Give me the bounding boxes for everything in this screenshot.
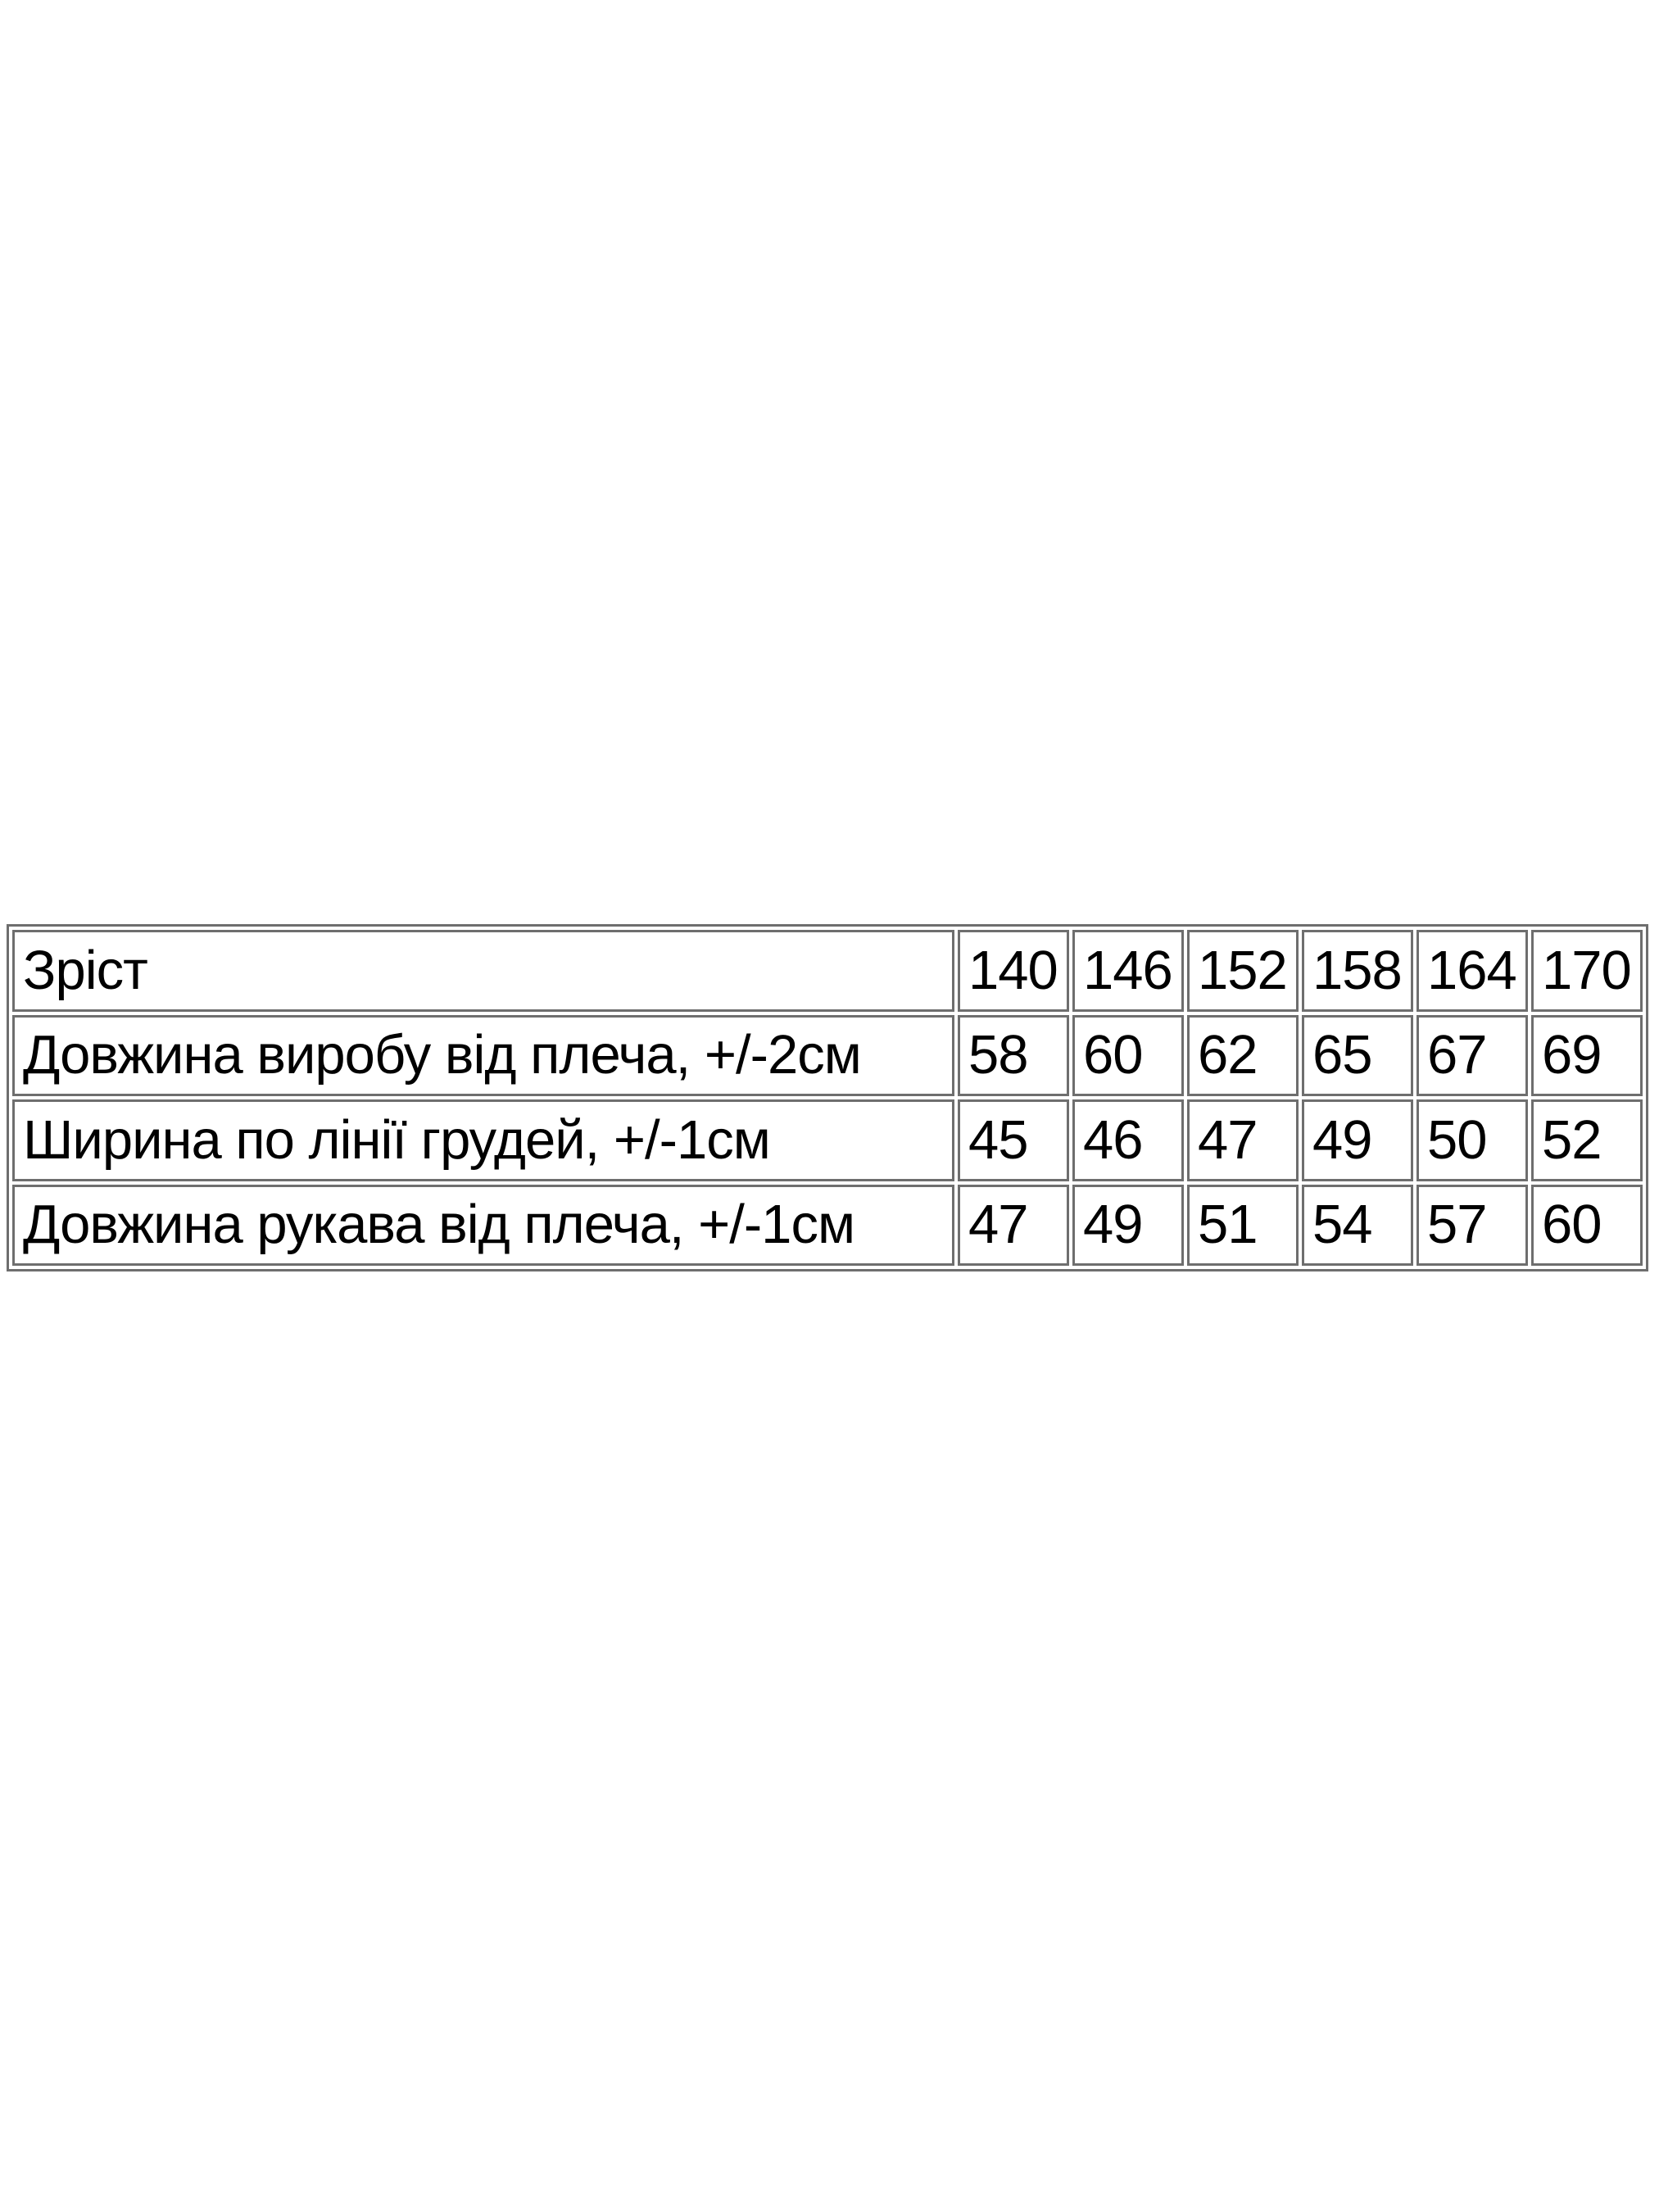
size-table-header-row bbox=[12, 930, 1643, 1012]
size-table-cell: 47 bbox=[958, 1185, 1069, 1267]
size-table-header-value: 158 bbox=[1302, 930, 1413, 1012]
size-table-cell: 49 bbox=[1072, 1185, 1184, 1267]
size-table-cell: 45 bbox=[958, 1099, 1069, 1181]
size-table-cell: 51 bbox=[1187, 1185, 1299, 1267]
size-table-row bbox=[12, 1185, 1643, 1267]
size-table-cell: 65 bbox=[1302, 1015, 1413, 1097]
size-table-row-label: Ширина по лінії грудей, +/-1см bbox=[12, 1099, 954, 1181]
size-table-cell: 50 bbox=[1416, 1099, 1528, 1181]
size-table-cell: 46 bbox=[1072, 1099, 1184, 1181]
size-table-header-value: 146 bbox=[1072, 930, 1184, 1012]
size-chart-table bbox=[7, 924, 1648, 1271]
size-table-header-value: 140 bbox=[958, 930, 1069, 1012]
size-table-row bbox=[12, 1099, 1643, 1181]
size-table-header-label: Зріст bbox=[12, 930, 954, 1012]
size-table-row-label: Довжина рукава від плеча, +/-1см bbox=[12, 1185, 954, 1267]
size-table-cell: 67 bbox=[1416, 1015, 1528, 1097]
size-table-row-label: Довжина виробу від плеча, +/-2см bbox=[12, 1015, 954, 1097]
size-table-cell: 47 bbox=[1187, 1099, 1299, 1181]
size-table-cell: 60 bbox=[1531, 1185, 1643, 1267]
size-table-cell: 57 bbox=[1416, 1185, 1528, 1267]
size-table-header-value: 170 bbox=[1531, 930, 1643, 1012]
size-table-cell: 52 bbox=[1531, 1099, 1643, 1181]
size-table-cell: 49 bbox=[1302, 1099, 1413, 1181]
size-table-header-value: 164 bbox=[1416, 930, 1528, 1012]
size-table-cell: 60 bbox=[1072, 1015, 1184, 1097]
size-table-cell: 69 bbox=[1531, 1015, 1643, 1097]
size-table-header-value: 152 bbox=[1187, 930, 1299, 1012]
size-table-cell: 58 bbox=[958, 1015, 1069, 1097]
size-table-cell: 62 bbox=[1187, 1015, 1299, 1097]
size-table-row bbox=[12, 1015, 1643, 1097]
size-table-cell: 54 bbox=[1302, 1185, 1413, 1267]
